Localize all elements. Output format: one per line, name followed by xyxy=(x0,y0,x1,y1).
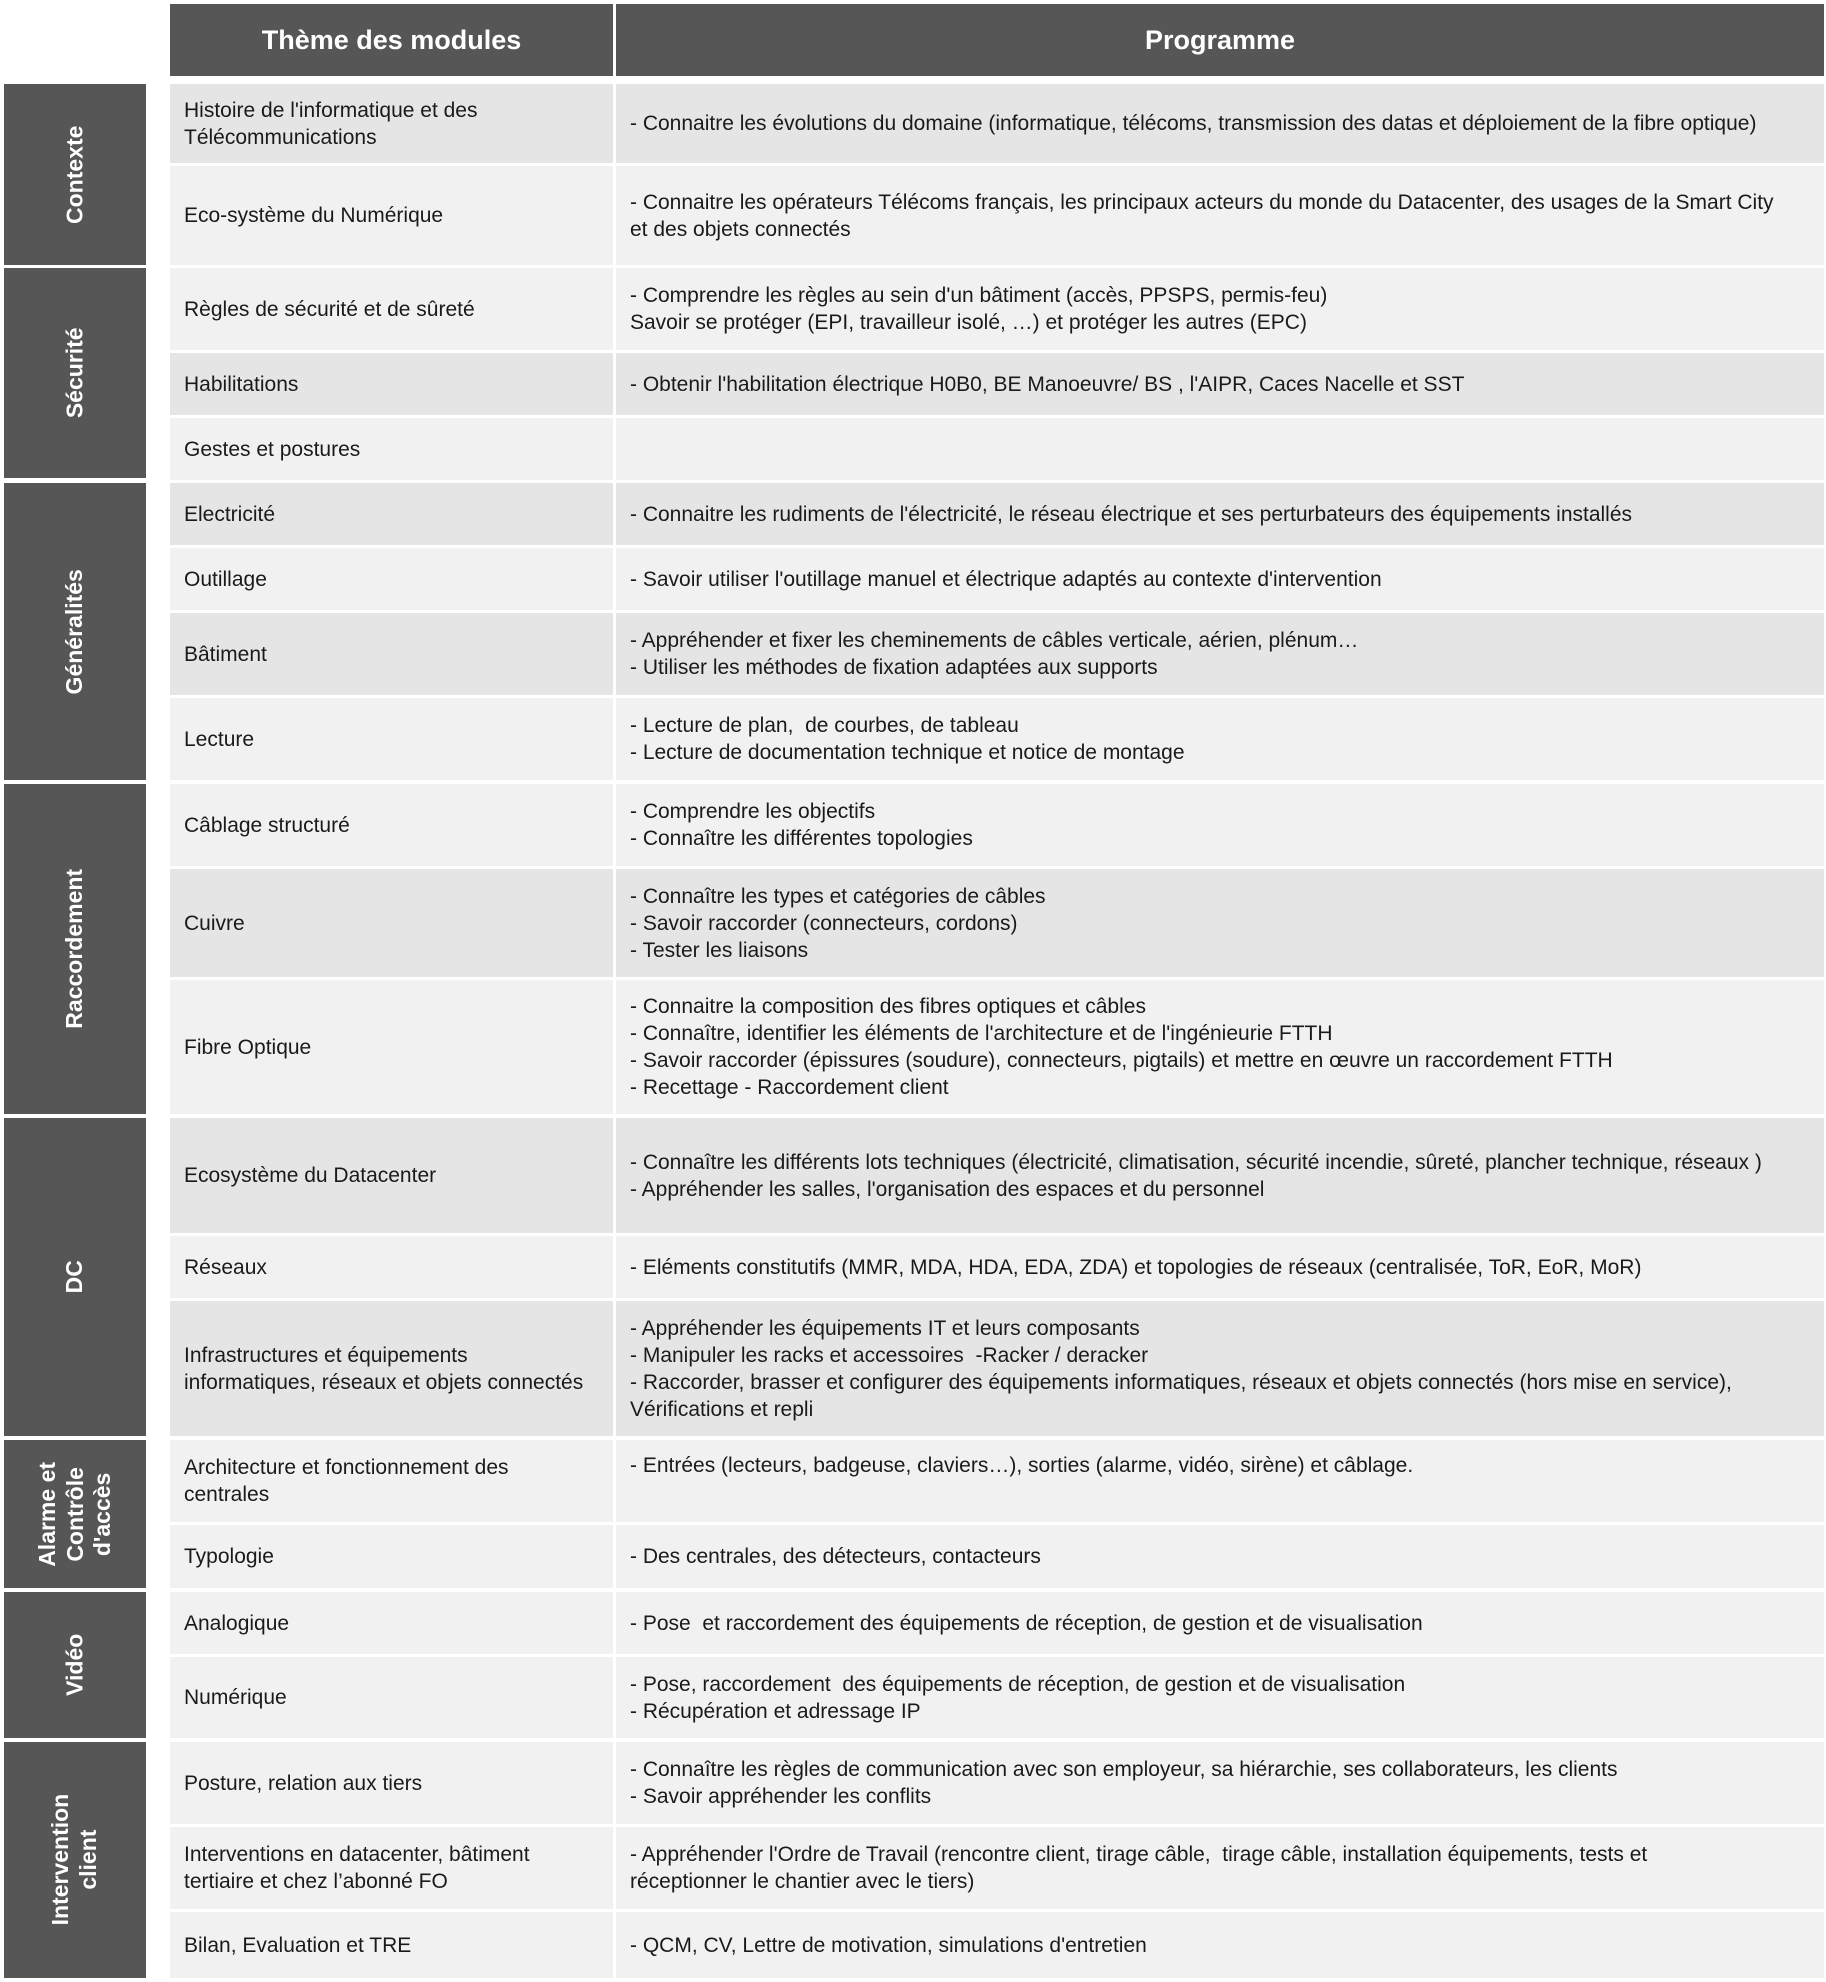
table-row-programme: - Savoir utiliser l'outillage manuel et électrique adaptés au contexte d'intervention xyxy=(616,548,1824,610)
table-row-programme: - Appréhender et fixer les cheminements de câbles verticale, aérien, plénum… - Utiliser les méthodes de fixation adaptées aux supports xyxy=(616,613,1824,695)
table-row-programme: - Des centrales, des détecteurs, contacteurs xyxy=(616,1525,1824,1588)
category-raccordement xyxy=(4,784,146,1114)
table-row-theme: Réseaux xyxy=(170,1236,613,1298)
header-programme: Programme xyxy=(616,4,1824,76)
table-row-theme: Analogique xyxy=(170,1592,613,1654)
category-alarme xyxy=(4,1440,146,1588)
table-row-theme: Typologie xyxy=(170,1525,613,1588)
category-label: DC xyxy=(61,1260,88,1294)
category-label: Intervention client xyxy=(47,1794,101,1926)
table-row-theme: Architecture et fonctionnement des centrales xyxy=(170,1440,613,1522)
table-row-theme: Habilitations xyxy=(170,353,613,415)
table-row-theme: Fibre Optique xyxy=(170,980,613,1114)
category-label: Sécurité xyxy=(61,327,88,419)
table-row-programme: - Connaitre les opérateurs Télécoms français, les principaux acteurs du monde du Datacenter, des usages de la Smart City et des objets connectés xyxy=(616,166,1824,265)
table-row-programme: - Connaître les types et catégories de câbles - Savoir raccorder (connecteurs, cordons) - Tester les liaisons xyxy=(616,869,1824,977)
table-row-programme: - Connaitre les rudiments de l'électricité, le réseau électrique et ses perturbateurs des équipements installés xyxy=(616,483,1824,545)
table-row-theme: Câblage structuré xyxy=(170,784,613,866)
table-row-programme: - Entrées (lecteurs, badgeuse, claviers…), sorties (alarme, vidéo, sirène) et câblage. xyxy=(616,1440,1824,1522)
category-label: Vidéo xyxy=(61,1633,88,1697)
table-row-theme: Bilan, Evaluation et TRE xyxy=(170,1912,613,1978)
table-row-theme: Posture, relation aux tiers xyxy=(170,1742,613,1824)
category-label: Raccordement xyxy=(61,869,88,1029)
category-generalites xyxy=(4,483,146,780)
table-row-programme: - Lecture de plan, de courbes, de tableau - Lecture de documentation technique et notice de montage xyxy=(616,698,1824,780)
table-row-theme: Outillage xyxy=(170,548,613,610)
table-row-theme: Eco-système du Numérique xyxy=(170,166,613,265)
table-row-theme: Gestes et postures xyxy=(170,418,613,480)
table-row-theme: Ecosystème du Datacenter xyxy=(170,1118,613,1233)
table-row-programme: - Obtenir l'habilitation électrique H0B0, BE Manoeuvre/ BS , l'AIPR, Caces Nacelle et SST xyxy=(616,353,1824,415)
table-row-programme: - Appréhender l'Ordre de Travail (rencontre client, tirage câble, tirage câble, installation équipements, tests et réceptionner le chantier avec le tiers) xyxy=(616,1827,1824,1909)
category-dc xyxy=(4,1118,146,1436)
category-contexte xyxy=(4,84,146,265)
table-row-theme: Bâtiment xyxy=(170,613,613,695)
table-row-programme: - Connaître les différents lots techniques (électricité, climatisation, sécurité incendie, sûreté, plancher technique, réseaux ) - Appréhender les salles, l'organisation des espaces et du personnel xyxy=(616,1118,1824,1233)
table-row-theme: Histoire de l'informatique et des Télécommunications xyxy=(170,84,613,163)
category-label: Généralités xyxy=(61,568,88,695)
table-row-programme: - Connaitre les évolutions du domaine (informatique, télécoms, transmission des datas et déploiement de la fibre optique) xyxy=(616,84,1824,163)
category-intervention xyxy=(4,1742,146,1978)
table-row-programme: - Connaître les règles de communication avec son employeur, sa hiérarchie, ses collaborateurs, les clients - Savoir appréhender les conflits xyxy=(616,1742,1824,1824)
category-label: Contexte xyxy=(61,125,88,224)
header-theme: Thème des modules xyxy=(170,4,613,76)
table-row-programme: - QCM, CV, Lettre de motivation, simulations d'entretien xyxy=(616,1912,1824,1978)
table-row-theme: Electricité xyxy=(170,483,613,545)
table-row-theme: Cuivre xyxy=(170,869,613,977)
table-row-programme: - Comprendre les règles au sein d'un bâtiment (accès, PPSPS, permis-feu) Savoir se protéger (EPI, travailleur isolé, …) et protéger les autres (EPC) xyxy=(616,268,1824,350)
category-video xyxy=(4,1592,146,1738)
table-row-programme: - Pose, raccordement des équipements de réception, de gestion et de visualisation - Récupération et adressage IP xyxy=(616,1657,1824,1738)
table-row-programme: - Eléments constitutifs (MMR, MDA, HDA, EDA, ZDA) et topologies de réseaux (centralisée, ToR, EoR, MoR) xyxy=(616,1236,1824,1298)
table-row-theme: Lecture xyxy=(170,698,613,780)
category-securite xyxy=(4,268,146,478)
table-row-theme: Infrastructures et équipements informatiques, réseaux et objets connectés xyxy=(170,1301,613,1436)
table-row-programme: - Appréhender les équipements IT et leurs composants - Manipuler les racks et accessoires -Racker / deracker - Raccorder, brasser et configurer des équipements informatiques, réseaux et objets connectés (hors mise en service), Vérifications et repli xyxy=(616,1301,1824,1436)
category-label: Alarme et Contrôle d'accès xyxy=(33,1461,115,1567)
table-row-programme: - Comprendre les objectifs - Connaître les différentes topologies xyxy=(616,784,1824,866)
table-row-programme: - Pose et raccordement des équipements de réception, de gestion et de visualisation xyxy=(616,1592,1824,1654)
table-row-programme xyxy=(616,418,1824,480)
table-row-theme: Numérique xyxy=(170,1657,613,1738)
table-row-programme: - Connaitre la composition des fibres optiques et câbles - Connaître, identifier les éléments de l'architecture et de l'ingénieurie FTTH - Savoir raccorder (épissures (soudure), connecteurs, pigtails) et mettre en œuvre un raccordement FTTH - Recettage - Raccordement client xyxy=(616,980,1824,1114)
table-row-theme: Interventions en datacenter, bâtiment tertiaire et chez l’abonné FO xyxy=(170,1827,613,1909)
table-row-theme: Règles de sécurité et de sûreté xyxy=(170,268,613,350)
